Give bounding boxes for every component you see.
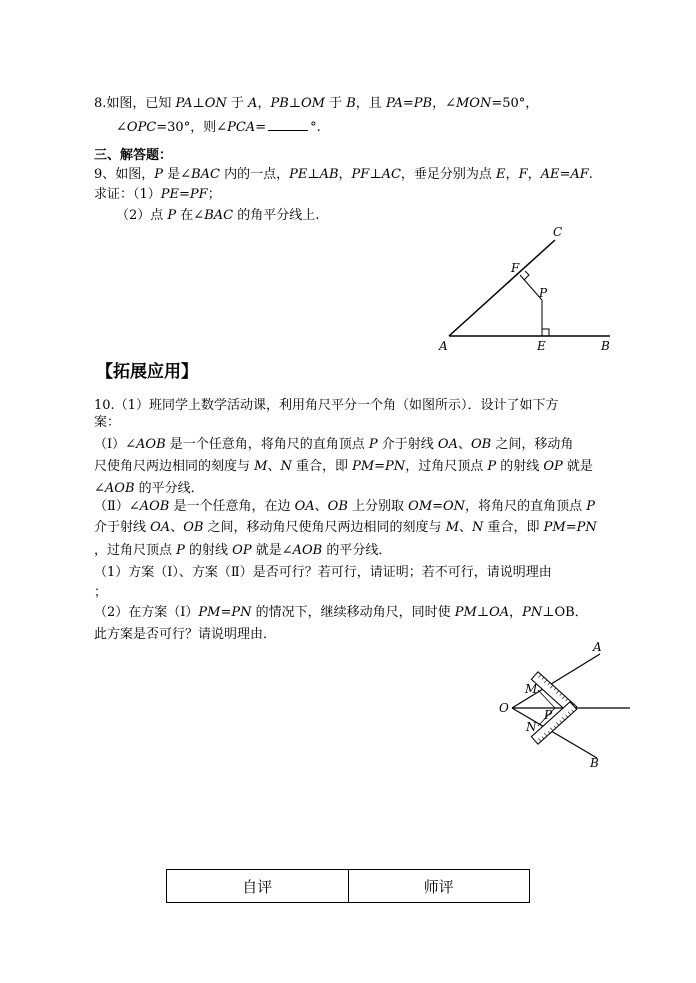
label-a: A (439, 339, 448, 353)
label-p: P (544, 708, 553, 722)
question-10-line-8: ，过角尺顶点 P 的射线 OP 就是∠AOB 的平分线． (94, 543, 392, 558)
question-10-line-2: 案： (94, 415, 121, 430)
label-p: P (539, 286, 548, 300)
question-8-line-1: 8.如图，已知 PA⊥ON 于 A，PB⊥OM 于 B，且 PA=PB，∠MON=50°， (94, 96, 539, 111)
label-n: N (526, 720, 537, 734)
question-10-line-7: 介于射线 OA、OB 之间，移动角尺使角尺两边相同的刻度与 M、N 重合，即 PM=PN (94, 520, 597, 535)
question-10-line-4: 尺使角尺两边相同的刻度与 M、N 重合，即 PM=PN，过角尺顶点 P 的射线 OP 就是 (94, 459, 593, 474)
question-10-line-12: 此方案是否可行？请说明理由． (94, 627, 277, 642)
self-evaluation-cell[interactable]: 自评 (167, 870, 349, 903)
question-10-line-9: （1）方案（Ⅰ）、方案（Ⅱ）是否可行？若可行，请证明；若不可行，请说明理由 (94, 565, 552, 580)
label-b: B (601, 339, 610, 353)
label-c: C (553, 225, 563, 239)
label-m: M (525, 682, 538, 696)
extension-heading: 【拓展应用】 (96, 362, 198, 382)
question-9-line-3: （2）点 P 在∠BAC 的角平分线上. (116, 208, 320, 223)
label-b: B (590, 756, 599, 770)
label-f: F (511, 261, 520, 275)
question-10-line-10: ； (94, 585, 108, 600)
evaluation-table (166, 869, 530, 903)
teacher-evaluation-cell[interactable]: 师评 (348, 870, 530, 903)
question-10-line-3: （Ⅰ）∠AOB 是一个任意角，将角尺的直角顶点 P 介于射线 OA、OB 之间，移动角 (94, 437, 574, 452)
label-o: O (499, 701, 509, 715)
label-e: E (537, 339, 546, 353)
label-a: A (593, 640, 602, 654)
question-8-line-2: ∠OPC=30°，则∠PCA= °. (116, 120, 321, 135)
question-9-line-2: 求证：（1）PE=PF； (94, 187, 221, 202)
question-10-line-5: ∠AOB 的平分线． (94, 481, 204, 496)
question-10-line-11: （2）在方案（Ⅰ）PM=PN 的情况下，继续移动角尺，同时使 PM⊥OA，PN⊥OB． (94, 605, 588, 620)
question-9-line-1: 9、如图，P 是∠BAC 内的一点，PE⊥AB，PF⊥AC，垂足分别为点 E，F，AE=AF. (94, 167, 593, 182)
section-title: 三、解答题： (94, 148, 173, 163)
question-10-line-1: 10.（1）班同学上数学活动课，利用角尺平分一个角（如图所示）．设计了如下方 (94, 398, 559, 413)
question-10-line-6: （Ⅱ）∠AOB 是一个任意角，在边 OA、OB 上分别取 OM=ON，将角尺的直角顶点 P (94, 499, 595, 514)
